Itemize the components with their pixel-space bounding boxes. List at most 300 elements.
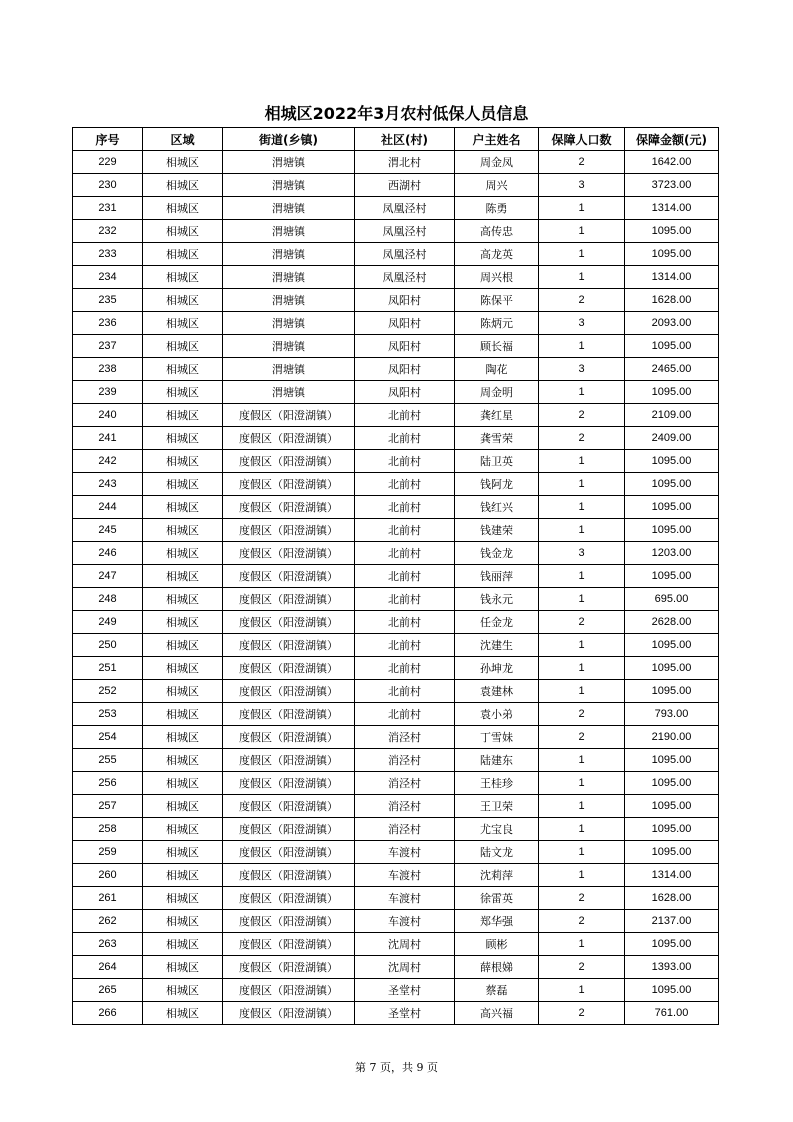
cell-people-count: 2	[539, 887, 625, 910]
cell-region: 相城区	[143, 933, 223, 956]
cell-region: 相城区	[143, 703, 223, 726]
cell-householder: 钱丽萍	[455, 565, 539, 588]
cell-amount: 1095.00	[625, 933, 719, 956]
cell-region: 相城区	[143, 818, 223, 841]
low-income-table	[72, 127, 719, 1025]
cell-amount: 1095.00	[625, 519, 719, 542]
document-title: 相城区2022年3月农村低保人员信息	[264, 104, 529, 123]
cell-amount: 2628.00	[625, 611, 719, 634]
table-row	[73, 887, 719, 910]
cell-amount: 1095.00	[625, 841, 719, 864]
table-row	[73, 818, 719, 841]
cell-serial: 252	[73, 680, 143, 703]
header-serial: 序号	[73, 128, 143, 151]
cell-serial: 237	[73, 335, 143, 358]
cell-region: 相城区	[143, 841, 223, 864]
cell-street: 度假区（阳澄湖镇）	[223, 611, 355, 634]
table-row	[73, 956, 719, 979]
table-row	[73, 703, 719, 726]
table-row	[73, 979, 719, 1002]
cell-community: 消泾村	[355, 818, 455, 841]
cell-community: 沈周村	[355, 933, 455, 956]
cell-householder: 高兴福	[455, 1002, 539, 1025]
cell-community: 圣堂村	[355, 1002, 455, 1025]
header-street: 街道(乡镇)	[223, 128, 355, 151]
cell-region: 相城区	[143, 197, 223, 220]
cell-serial: 260	[73, 864, 143, 887]
cell-community: 北前村	[355, 404, 455, 427]
table-header	[73, 128, 719, 151]
cell-community: 北前村	[355, 473, 455, 496]
cell-region: 相城区	[143, 979, 223, 1002]
cell-region: 相城区	[143, 772, 223, 795]
cell-serial: 249	[73, 611, 143, 634]
cell-community: 消泾村	[355, 772, 455, 795]
cell-street: 渭塘镇	[223, 243, 355, 266]
cell-householder: 钱阿龙	[455, 473, 539, 496]
cell-region: 相城区	[143, 174, 223, 197]
cell-people-count: 1	[539, 335, 625, 358]
cell-region: 相城区	[143, 956, 223, 979]
cell-community: 凤阳村	[355, 358, 455, 381]
cell-region: 相城区	[143, 243, 223, 266]
cell-street: 渭塘镇	[223, 220, 355, 243]
cell-street: 度假区（阳澄湖镇）	[223, 795, 355, 818]
cell-street: 度假区（阳澄湖镇）	[223, 450, 355, 473]
cell-people-count: 1	[539, 979, 625, 1002]
cell-community: 西湖村	[355, 174, 455, 197]
cell-community: 凤凰泾村	[355, 197, 455, 220]
cell-community: 车渡村	[355, 887, 455, 910]
table-row	[73, 864, 719, 887]
cell-community: 北前村	[355, 565, 455, 588]
cell-street: 度假区（阳澄湖镇）	[223, 887, 355, 910]
cell-amount: 2137.00	[625, 910, 719, 933]
cell-region: 相城区	[143, 634, 223, 657]
cell-amount: 695.00	[625, 588, 719, 611]
cell-householder: 任金龙	[455, 611, 539, 634]
table-row	[73, 542, 719, 565]
cell-region: 相城区	[143, 450, 223, 473]
cell-street: 度假区（阳澄湖镇）	[223, 1002, 355, 1025]
cell-householder: 薛根娣	[455, 956, 539, 979]
cell-region: 相城区	[143, 726, 223, 749]
cell-region: 相城区	[143, 473, 223, 496]
cell-householder: 周兴	[455, 174, 539, 197]
cell-amount: 1095.00	[625, 381, 719, 404]
cell-region: 相城区	[143, 910, 223, 933]
cell-region: 相城区	[143, 220, 223, 243]
cell-serial: 261	[73, 887, 143, 910]
cell-community: 车渡村	[355, 841, 455, 864]
cell-street: 度假区（阳澄湖镇）	[223, 956, 355, 979]
cell-region: 相城区	[143, 404, 223, 427]
cell-people-count: 1	[539, 519, 625, 542]
cell-amount: 1095.00	[625, 680, 719, 703]
cell-amount: 1642.00	[625, 151, 719, 174]
table-row	[73, 266, 719, 289]
cell-householder: 郑华强	[455, 910, 539, 933]
cell-community: 凤阳村	[355, 335, 455, 358]
cell-people-count: 1	[539, 588, 625, 611]
table-row	[73, 749, 719, 772]
cell-serial: 264	[73, 956, 143, 979]
table-row	[73, 381, 719, 404]
cell-street: 度假区（阳澄湖镇）	[223, 864, 355, 887]
cell-community: 车渡村	[355, 910, 455, 933]
cell-householder: 周兴根	[455, 266, 539, 289]
cell-region: 相城区	[143, 289, 223, 312]
cell-community: 凤阳村	[355, 289, 455, 312]
header-amount: 保障金额(元)	[625, 128, 719, 151]
table-row	[73, 312, 719, 335]
cell-people-count: 1	[539, 243, 625, 266]
cell-amount: 1628.00	[625, 887, 719, 910]
cell-people-count: 2	[539, 289, 625, 312]
table-row	[73, 404, 719, 427]
table-row	[73, 611, 719, 634]
cell-serial: 262	[73, 910, 143, 933]
cell-householder: 沈建生	[455, 634, 539, 657]
cell-amount: 1203.00	[625, 542, 719, 565]
cell-serial: 253	[73, 703, 143, 726]
header-community: 社区(村)	[355, 128, 455, 151]
cell-people-count: 2	[539, 611, 625, 634]
cell-street: 度假区（阳澄湖镇）	[223, 519, 355, 542]
cell-serial: 258	[73, 818, 143, 841]
cell-amount: 1393.00	[625, 956, 719, 979]
cell-people-count: 1	[539, 450, 625, 473]
table-row	[73, 358, 719, 381]
cell-region: 相城区	[143, 312, 223, 335]
cell-region: 相城区	[143, 266, 223, 289]
cell-street: 渭塘镇	[223, 266, 355, 289]
cell-people-count: 2	[539, 726, 625, 749]
cell-community: 凤凰泾村	[355, 266, 455, 289]
cell-serial: 235	[73, 289, 143, 312]
table-row	[73, 565, 719, 588]
cell-householder: 孙坤龙	[455, 657, 539, 680]
cell-region: 相城区	[143, 680, 223, 703]
cell-street: 度假区（阳澄湖镇）	[223, 726, 355, 749]
table-row	[73, 473, 719, 496]
cell-householder: 陆建东	[455, 749, 539, 772]
cell-people-count: 1	[539, 933, 625, 956]
cell-amount: 1095.00	[625, 657, 719, 680]
cell-householder: 钱建荣	[455, 519, 539, 542]
cell-community: 凤凰泾村	[355, 220, 455, 243]
cell-people-count: 1	[539, 266, 625, 289]
cell-serial: 238	[73, 358, 143, 381]
cell-people-count: 1	[539, 749, 625, 772]
cell-people-count: 1	[539, 197, 625, 220]
cell-amount: 1314.00	[625, 864, 719, 887]
cell-region: 相城区	[143, 749, 223, 772]
cell-amount: 2465.00	[625, 358, 719, 381]
cell-amount: 1628.00	[625, 289, 719, 312]
table-row	[73, 910, 719, 933]
cell-amount: 1095.00	[625, 749, 719, 772]
table-row	[73, 1002, 719, 1025]
cell-community: 渭北村	[355, 151, 455, 174]
cell-community: 北前村	[355, 519, 455, 542]
cell-amount: 1095.00	[625, 496, 719, 519]
cell-region: 相城区	[143, 588, 223, 611]
cell-amount: 1095.00	[625, 243, 719, 266]
cell-street: 度假区（阳澄湖镇）	[223, 818, 355, 841]
cell-serial: 236	[73, 312, 143, 335]
page-footer: 第 7 页，共 9 页	[355, 1061, 438, 1074]
cell-street: 度假区（阳澄湖镇）	[223, 933, 355, 956]
cell-street: 度假区（阳澄湖镇）	[223, 404, 355, 427]
cell-region: 相城区	[143, 358, 223, 381]
cell-amount: 1095.00	[625, 979, 719, 1002]
cell-householder: 龚红星	[455, 404, 539, 427]
cell-region: 相城区	[143, 542, 223, 565]
cell-serial: 265	[73, 979, 143, 1002]
cell-householder: 王桂珍	[455, 772, 539, 795]
cell-people-count: 1	[539, 772, 625, 795]
cell-householder: 陶花	[455, 358, 539, 381]
cell-region: 相城区	[143, 151, 223, 174]
cell-street: 度假区（阳澄湖镇）	[223, 542, 355, 565]
table-row	[73, 151, 719, 174]
cell-street: 渭塘镇	[223, 358, 355, 381]
cell-street: 度假区（阳澄湖镇）	[223, 496, 355, 519]
cell-people-count: 1	[539, 657, 625, 680]
cell-amount: 1095.00	[625, 565, 719, 588]
cell-street: 渭塘镇	[223, 174, 355, 197]
cell-amount: 1314.00	[625, 197, 719, 220]
cell-serial: 239	[73, 381, 143, 404]
cell-community: 北前村	[355, 680, 455, 703]
cell-people-count: 1	[539, 818, 625, 841]
cell-serial: 241	[73, 427, 143, 450]
cell-street: 度假区（阳澄湖镇）	[223, 979, 355, 1002]
cell-amount: 1095.00	[625, 335, 719, 358]
cell-street: 渭塘镇	[223, 289, 355, 312]
cell-community: 北前村	[355, 450, 455, 473]
cell-serial: 240	[73, 404, 143, 427]
table-row	[73, 220, 719, 243]
cell-householder: 钱金龙	[455, 542, 539, 565]
cell-serial: 232	[73, 220, 143, 243]
cell-householder: 钱红兴	[455, 496, 539, 519]
cell-serial: 246	[73, 542, 143, 565]
cell-people-count: 2	[539, 427, 625, 450]
cell-street: 度假区（阳澄湖镇）	[223, 703, 355, 726]
cell-serial: 255	[73, 749, 143, 772]
cell-people-count: 3	[539, 358, 625, 381]
cell-street: 度假区（阳澄湖镇）	[223, 749, 355, 772]
table-row	[73, 427, 719, 450]
cell-community: 凤阳村	[355, 381, 455, 404]
cell-householder: 陆卫英	[455, 450, 539, 473]
cell-people-count: 1	[539, 841, 625, 864]
cell-community: 沈周村	[355, 956, 455, 979]
cell-region: 相城区	[143, 795, 223, 818]
cell-people-count: 3	[539, 312, 625, 335]
cell-serial: 245	[73, 519, 143, 542]
cell-householder: 王卫荣	[455, 795, 539, 818]
cell-street: 度假区（阳澄湖镇）	[223, 427, 355, 450]
table-row	[73, 197, 719, 220]
cell-householder: 徐雷英	[455, 887, 539, 910]
cell-street: 度假区（阳澄湖镇）	[223, 910, 355, 933]
cell-street: 渭塘镇	[223, 312, 355, 335]
cell-people-count: 2	[539, 404, 625, 427]
cell-region: 相城区	[143, 1002, 223, 1025]
cell-community: 圣堂村	[355, 979, 455, 1002]
cell-community: 北前村	[355, 657, 455, 680]
cell-region: 相城区	[143, 887, 223, 910]
cell-householder: 龚雪荣	[455, 427, 539, 450]
cell-amount: 1314.00	[625, 266, 719, 289]
table-row	[73, 933, 719, 956]
table-row	[73, 289, 719, 312]
cell-serial: 257	[73, 795, 143, 818]
table-row	[73, 496, 719, 519]
cell-householder: 陈保平	[455, 289, 539, 312]
cell-serial: 266	[73, 1002, 143, 1025]
cell-amount: 1095.00	[625, 473, 719, 496]
cell-amount: 1095.00	[625, 450, 719, 473]
cell-people-count: 1	[539, 220, 625, 243]
cell-community: 北前村	[355, 542, 455, 565]
cell-community: 消泾村	[355, 726, 455, 749]
cell-street: 渭塘镇	[223, 335, 355, 358]
cell-region: 相城区	[143, 864, 223, 887]
cell-serial: 243	[73, 473, 143, 496]
cell-amount: 1095.00	[625, 220, 719, 243]
table-row	[73, 841, 719, 864]
cell-householder: 袁小弟	[455, 703, 539, 726]
cell-amount: 2409.00	[625, 427, 719, 450]
cell-amount: 1095.00	[625, 795, 719, 818]
cell-amount: 761.00	[625, 1002, 719, 1025]
cell-street: 度假区（阳澄湖镇）	[223, 657, 355, 680]
cell-amount: 3723.00	[625, 174, 719, 197]
cell-community: 北前村	[355, 703, 455, 726]
cell-street: 渭塘镇	[223, 151, 355, 174]
cell-community: 消泾村	[355, 749, 455, 772]
cell-people-count: 1	[539, 864, 625, 887]
cell-region: 相城区	[143, 427, 223, 450]
cell-householder: 蔡磊	[455, 979, 539, 1002]
table-row	[73, 634, 719, 657]
cell-people-count: 1	[539, 496, 625, 519]
header-row	[73, 128, 719, 151]
cell-serial: 256	[73, 772, 143, 795]
table-row	[73, 795, 719, 818]
table-row	[73, 243, 719, 266]
cell-people-count: 1	[539, 795, 625, 818]
cell-serial: 242	[73, 450, 143, 473]
cell-householder: 高传忠	[455, 220, 539, 243]
header-region: 区域	[143, 128, 223, 151]
cell-householder: 丁雪妹	[455, 726, 539, 749]
cell-serial: 251	[73, 657, 143, 680]
cell-householder: 周金明	[455, 381, 539, 404]
cell-community: 北前村	[355, 427, 455, 450]
cell-community: 北前村	[355, 496, 455, 519]
table-row	[73, 450, 719, 473]
cell-serial: 254	[73, 726, 143, 749]
cell-region: 相城区	[143, 496, 223, 519]
cell-people-count: 1	[539, 680, 625, 703]
cell-serial: 259	[73, 841, 143, 864]
cell-serial: 234	[73, 266, 143, 289]
cell-community: 车渡村	[355, 864, 455, 887]
cell-amount: 1095.00	[625, 772, 719, 795]
cell-people-count: 3	[539, 542, 625, 565]
cell-region: 相城区	[143, 565, 223, 588]
cell-householder: 钱永元	[455, 588, 539, 611]
cell-people-count: 2	[539, 1002, 625, 1025]
cell-people-count: 2	[539, 956, 625, 979]
cell-people-count: 1	[539, 634, 625, 657]
cell-street: 度假区（阳澄湖镇）	[223, 588, 355, 611]
cell-street: 度假区（阳澄湖镇）	[223, 772, 355, 795]
cell-region: 相城区	[143, 335, 223, 358]
table-row	[73, 772, 719, 795]
table-row	[73, 726, 719, 749]
cell-street: 度假区（阳澄湖镇）	[223, 680, 355, 703]
cell-community: 凤阳村	[355, 312, 455, 335]
cell-serial: 247	[73, 565, 143, 588]
table-body	[73, 151, 719, 1025]
cell-community: 北前村	[355, 611, 455, 634]
cell-householder: 沈莉萍	[455, 864, 539, 887]
cell-householder: 顾彬	[455, 933, 539, 956]
cell-region: 相城区	[143, 381, 223, 404]
cell-people-count: 2	[539, 910, 625, 933]
cell-amount: 2190.00	[625, 726, 719, 749]
header-people-count: 保障人口数	[539, 128, 625, 151]
cell-people-count: 3	[539, 174, 625, 197]
cell-householder: 顾长福	[455, 335, 539, 358]
table-row	[73, 519, 719, 542]
cell-householder: 袁建林	[455, 680, 539, 703]
cell-street: 渭塘镇	[223, 381, 355, 404]
cell-householder: 陆文龙	[455, 841, 539, 864]
cell-region: 相城区	[143, 611, 223, 634]
table-row	[73, 335, 719, 358]
cell-street: 度假区（阳澄湖镇）	[223, 841, 355, 864]
cell-community: 消泾村	[355, 795, 455, 818]
cell-street: 度假区（阳澄湖镇）	[223, 473, 355, 496]
cell-serial: 230	[73, 174, 143, 197]
cell-street: 渭塘镇	[223, 197, 355, 220]
cell-serial: 231	[73, 197, 143, 220]
cell-amount: 2093.00	[625, 312, 719, 335]
table-row	[73, 680, 719, 703]
cell-householder: 陈炳元	[455, 312, 539, 335]
cell-serial: 248	[73, 588, 143, 611]
header-householder: 户主姓名	[455, 128, 539, 151]
cell-people-count: 1	[539, 565, 625, 588]
cell-region: 相城区	[143, 519, 223, 542]
cell-serial: 233	[73, 243, 143, 266]
cell-street: 度假区（阳澄湖镇）	[223, 634, 355, 657]
cell-people-count: 2	[539, 703, 625, 726]
cell-serial: 250	[73, 634, 143, 657]
cell-serial: 263	[73, 933, 143, 956]
cell-serial: 229	[73, 151, 143, 174]
cell-householder: 周金凤	[455, 151, 539, 174]
cell-amount: 793.00	[625, 703, 719, 726]
cell-people-count: 1	[539, 381, 625, 404]
